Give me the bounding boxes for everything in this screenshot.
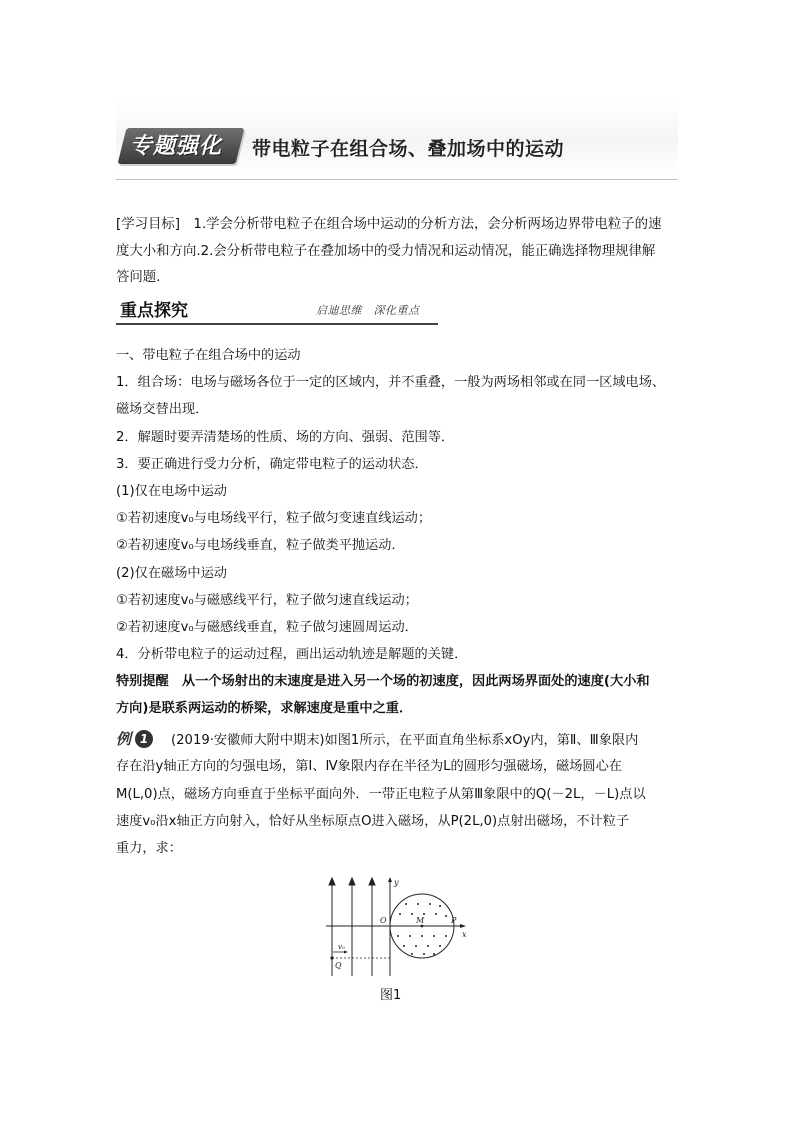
- example-line: M(L,0)点，磁场方向垂直于坐标平面向外．一带正电粒子从第Ⅲ象限中的Q(－2L，－L)点以: [116, 786, 646, 802]
- special-note-line: 方向)是联系两运动的桥梁，求解速度是重中之重．: [116, 701, 413, 717]
- x-axis-arrowhead: [460, 924, 466, 928]
- topic-banner: [116, 100, 678, 172]
- example-line: 存在沿y轴正方向的匀强电场，第Ⅰ、Ⅳ象限内存在半径为L的圆形匀强磁场，磁场圆心在: [116, 759, 622, 775]
- example-text: (2019·安徽师大附中期末)如图1所示，在平面直角坐标系xOy内，第Ⅱ、Ⅲ象限内: [171, 733, 639, 748]
- y-axis-arrowhead: [388, 877, 392, 882]
- x-axis-label: x: [462, 930, 467, 939]
- figure-caption: 图1: [380, 988, 402, 1003]
- start-point-q: [330, 956, 333, 959]
- special-note-line: 特别提醒 从一个场射出的末速度是进入另一个场的初速度，因此两场界面处的速度(大小和: [116, 674, 650, 690]
- section-heading: [116, 296, 438, 326]
- learning-goals: [116, 212, 682, 292]
- example-problem: [116, 726, 686, 862]
- goal-line: 答问题.: [116, 270, 161, 285]
- banner-divider: [116, 179, 678, 180]
- field-arrowhead: [349, 878, 355, 885]
- section-tagline: 启迪思维 深化重点: [316, 304, 420, 317]
- figure-1-diagram: [318, 876, 478, 976]
- body-line: 1．组合场：电场与磁场各位于一定的区域内，并不重叠，一般为两场相邻或在同一区域电场、: [116, 375, 666, 391]
- example-line: 重力，求：: [116, 841, 182, 857]
- origin-label: O: [380, 916, 387, 925]
- example-line: [116, 726, 686, 753]
- body-line: ①若初速度v₀与电场线平行，粒子做匀变速直线运动；: [116, 511, 432, 527]
- center-m-label: M: [416, 916, 425, 925]
- velocity-label: v₀: [338, 943, 345, 951]
- body-text: [116, 342, 686, 723]
- field-arrowhead: [329, 878, 335, 885]
- example-number: 1: [135, 730, 153, 748]
- section-rule: [116, 323, 438, 325]
- body-line: 4．分析带电粒子的运动过程，画出运动轨迹是解题的关键．: [116, 647, 468, 663]
- example-label: 例: [116, 730, 132, 748]
- example-line: 速度v₀沿x轴正方向射入，恰好从坐标原点O进入磁场，从P(2L,0)点射出磁场，不计粒子: [116, 813, 630, 829]
- body-line: ①若初速度v₀与磁感线平行，粒子做匀速直线运动；: [116, 592, 418, 608]
- body-line: ②若初速度v₀与电场线垂直，粒子做类平抛运动．: [116, 538, 405, 554]
- section-title: 重点探究: [120, 301, 188, 321]
- topic-title: 带电粒子在组合场、叠加场中的运动: [252, 138, 565, 160]
- magnetic-center-point: [421, 925, 424, 928]
- body-line: 2．解题时要弄清楚场的性质、场的方向、强弱、范围等．: [116, 429, 455, 445]
- body-line: (1)仅在电场中运动: [116, 483, 227, 499]
- goal-line: 度大小和方向.2.会分析带电粒子在叠加场中的受力情况和运动情况，能正确选择物理规律解: [116, 243, 656, 259]
- start-q-label: Q: [335, 961, 342, 970]
- topic-badge-label: 专题强化: [130, 134, 223, 159]
- body-line: 3．要正确进行受力分析，确定带电粒子的运动状态．: [116, 456, 428, 472]
- magnetic-field-dots: [397, 903, 447, 955]
- body-line: ②若初速度v₀与磁感线垂直，粒子做匀速圆周运动．: [116, 619, 418, 635]
- y-axis-label: y: [394, 878, 399, 887]
- subheading: 一、带电粒子在组合场中的运动: [116, 348, 301, 363]
- exit-p-label: P: [451, 916, 457, 925]
- body-line: (2)仅在磁场中运动: [116, 565, 227, 581]
- field-arrowhead: [369, 878, 375, 885]
- body-line: 磁场交替出现．: [116, 402, 209, 418]
- goal-line: [学习目标] 1.学会分析带电粒子在组合场中运动的分析方法，会分析两场边界带电粒子的速: [116, 217, 662, 232]
